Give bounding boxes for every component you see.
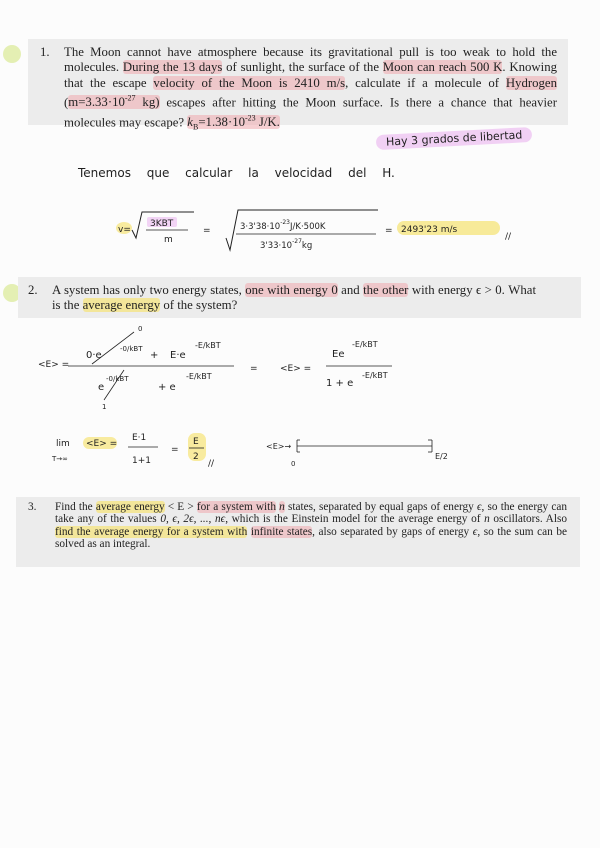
svg-text:e: e [98,382,105,393]
svg-text:E·1: E·1 [132,433,147,443]
highlight-energy-0: one with energy 0 [245,283,338,297]
svg-text:-0/kBT: -0/kBT [106,375,129,383]
svg-text:<E>→: <E>→ [266,442,292,451]
highlight-infinite-states: infinite states [250,525,313,538]
question-2-number: 2. [28,283,38,297]
highlight-13-days: During the 13 days [122,60,223,75]
svg-text:2493'23 m/s: 2493'23 m/s [401,225,458,235]
limit-formula [51,433,215,469]
svg-text:lim: lim [56,439,70,449]
svg-text:T→∞: T→∞ [52,455,68,463]
highlight-mass: $m=3.33\cdot 10^{-27}$ kg) [68,94,160,110]
svg-text:-E/kBT: -E/kBT [186,372,212,381]
svg-text:<E> =: <E> = [38,360,70,370]
svg-text:0·e: 0·e [86,350,102,361]
velocity-formula [116,210,512,251]
svg-text:-0/kBT: -0/kBT [120,345,143,353]
question-3-number: 3. [28,501,37,513]
svg-text:0: 0 [138,325,143,333]
highlight-kb: $k_B=1.38\cdot 10^{-23}$ J/K. [187,113,280,132]
svg-text:-E/kBT: -E/kBT [352,340,378,349]
svg-text:=: = [171,445,179,455]
svg-text:+ e: + e [158,382,176,393]
highlight-system-with: for a system with [196,501,276,513]
question-1-text: The Moon cannot have atmosphere because its gravitational pull is too weak to hold the molecules. During the 13 days of sunlight, the surface of the Moon can reach 500 K. Knowing that the escape velocity of the Moon is 2410 m/s, calculate if a molecule of Hydrogen ($m=3.33\cdot 10^{-27}$ kg) escapes after hitting the Moon surface. Is there a chance that heavier molecules may escape? $k_B=1.38\cdot 10^{-23}$ J/K. [64,45,558,132]
question-3-text: Find the average energy < E > for a system with n states, separated by equal gaps of energy ϵ, so the energy can take any of the values 0, ϵ, 2ϵ, ..., nϵ, which is the Einstein model for the average energy of n oscillators. Also find the average energy for a system with infinite states, also separated by gaps of energy ϵ, so the sum can be solved as an integral. [55,501,568,551]
svg-text:0: 0 [291,460,296,468]
highlight-other: the other [363,283,409,297]
svg-text://: // [208,459,215,469]
svg-text:1 + e: 1 + e [326,378,354,389]
svg-text:3·3'38·10-23J/K·500K: $3\cdot 3'38\cdot 10^{-23}J/K\cdot 500K$ [240,219,326,232]
svg-text:=: = [385,226,393,236]
highlight-moon-500k: Moon can reach 500 K [382,60,503,75]
svg-text:3KBT: 3KBT [150,219,174,229]
svg-text:1: 1 [102,403,107,411]
handwritten-note-degrees: Hay 3 grados de libertad [376,127,533,150]
svg-text:1+1: 1+1 [132,456,151,466]
svg-text:E/2: E/2 [435,452,448,461]
highlight-average-energy: average energy [82,298,161,313]
svg-text://: // [505,232,512,242]
svg-text:+: + [150,350,159,361]
svg-text:E·e: E·e [170,350,186,361]
svg-text:-E/kBT: -E/kBT [362,371,388,380]
svg-text:=: = [250,364,258,374]
energy-limit-sketch [266,440,448,468]
svg-text:m: m [164,235,173,245]
highlight-find-average-infinite: find the average energy for a system with [55,525,248,538]
svg-text:=: = [203,226,211,236]
svg-text:3'33·10-27kg: $3'33\cdot 10^{-27}kg$ [260,238,313,251]
svg-text:2: 2 [193,452,199,462]
average-energy-formula [38,325,392,411]
highlight-q3-average-energy: average energy [95,501,165,513]
svg-text:<E> =: <E> = [280,364,312,374]
svg-text:v=: v= [118,225,131,235]
solution-1-line: Tenemos que calcular la velocidad del H. [78,166,395,180]
question-2-text: A system has only two energy states, one with energy 0 and the other with energy ϵ > 0. What is the average energy of the system? [52,283,537,313]
highlight-hydrogen: Hydrogen [505,75,557,90]
svg-text:<E> =: <E> = [86,439,118,449]
svg-text:Ee: Ee [332,349,345,360]
svg-text:E: E [193,437,199,447]
question-1-number: 1. [40,45,50,59]
highlight-velocity: velocity of the Moon is 2410 m/s [153,75,346,90]
svg-text:-E/kBT: -E/kBT [195,341,221,350]
